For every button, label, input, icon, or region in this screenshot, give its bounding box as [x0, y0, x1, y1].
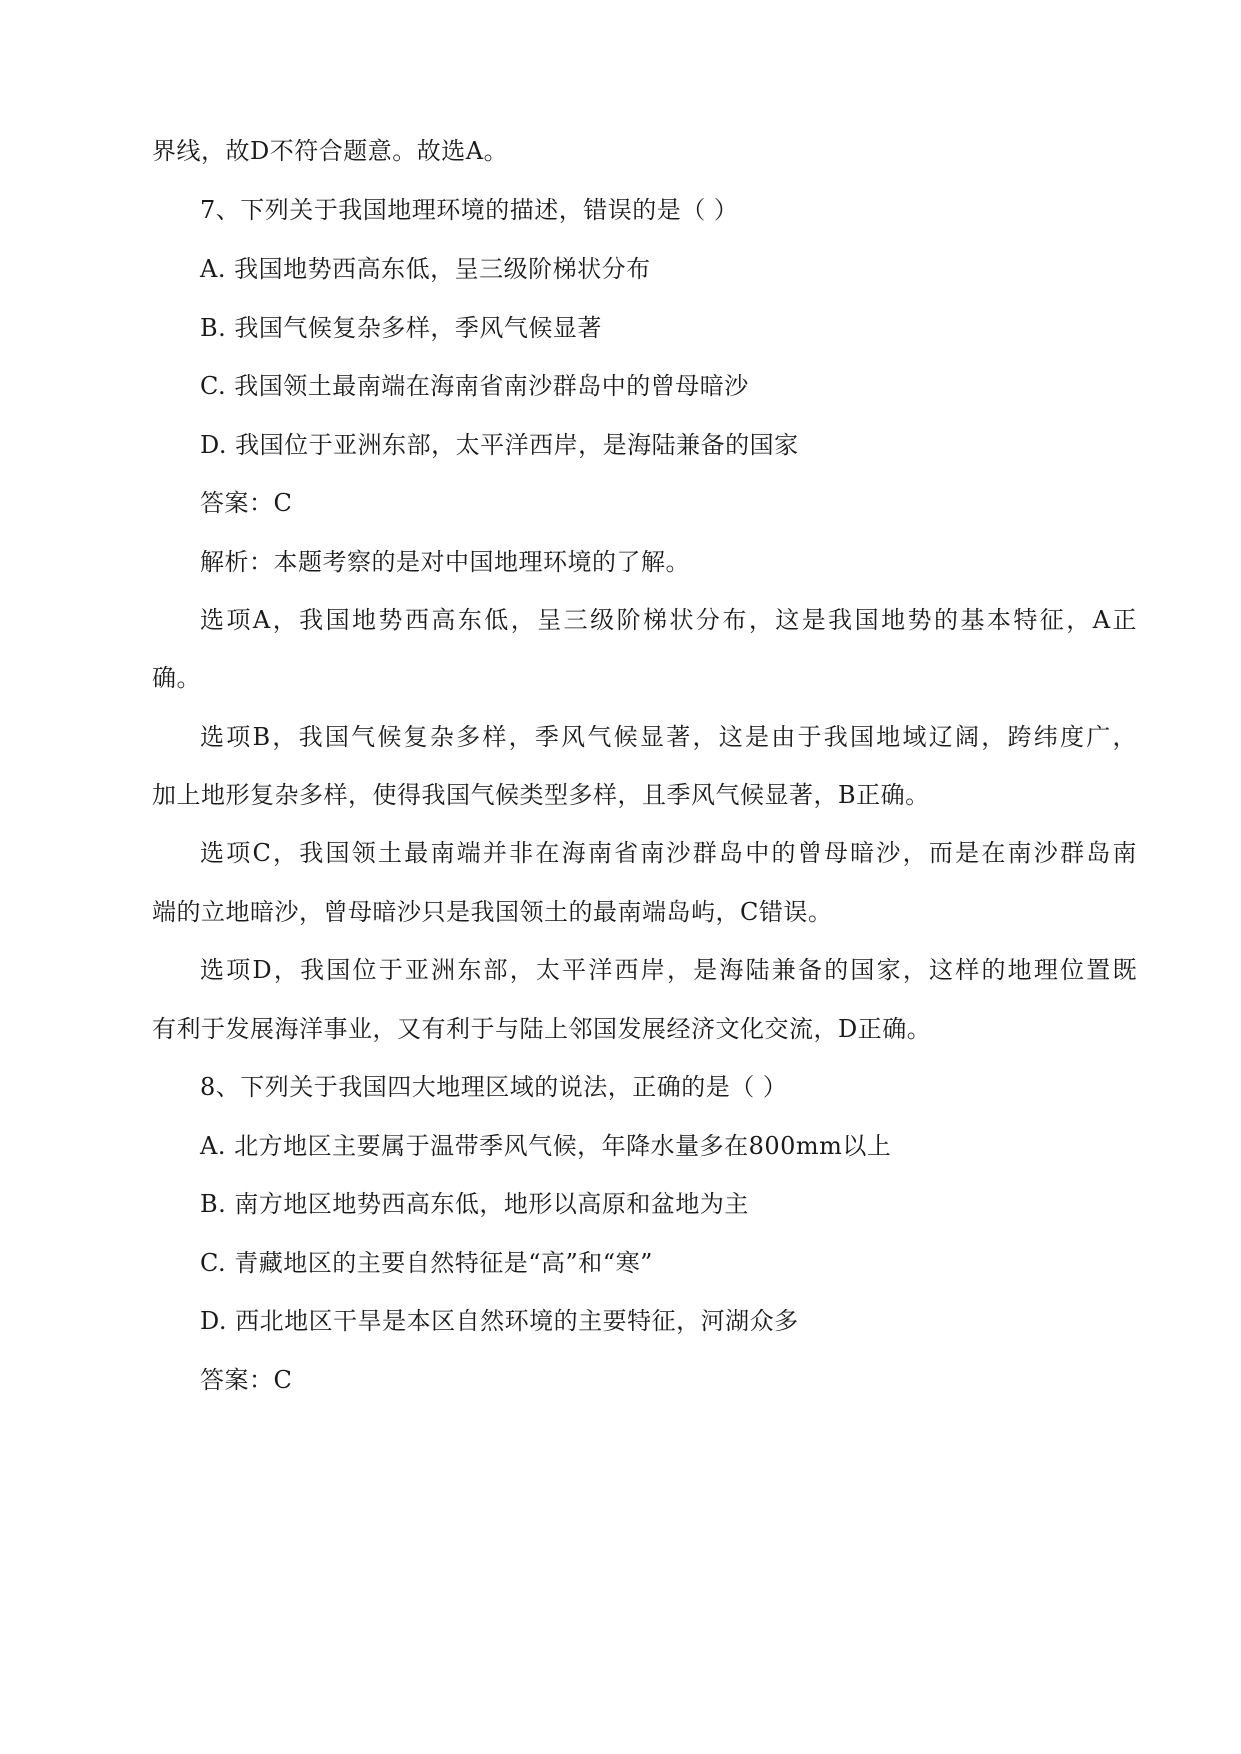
q8-option-d: D. 西北地区干旱是本区自然环境的主要特征，河湖众多	[200, 1307, 799, 1335]
question-7: 7、下列关于我国地理环境的描述，错误的是（ ）	[200, 196, 739, 224]
q7-explanation-c-line1: 选项C，我国领土最南端并非在海南省南沙群岛中的曾母暗沙，而是在南沙群岛南	[200, 839, 1137, 867]
q7-explanation-a-line2: 确。	[152, 664, 201, 692]
q7-explanation-a-line1: 选项A，我国地势西高东低，呈三级阶梯状分布，这是我国地势的基本特征，A正	[200, 606, 1137, 634]
q8-option-b: B. 南方地区地势西高东低，地形以高原和盆地为主	[200, 1190, 749, 1218]
q7-option-c: C. 我国领土最南端在海南省南沙群岛中的曾母暗沙	[200, 372, 749, 400]
q7-explanation-d-line2: 有利于发展海洋事业，又有利于与陆上邻国发展经济文化交流，D正确。	[152, 1015, 932, 1043]
q7-analysis: 解析：本题考察的是对中国地理环境的了解。	[200, 548, 690, 576]
q7-explanation-b-line1: 选项B，我国气候复杂多样，季风气候显著，这是由于我国地域辽阔，跨纬度广，	[200, 723, 1137, 751]
q7-option-a: A. 我国地势西高东低，呈三级阶梯状分布	[200, 255, 651, 283]
q8-option-c: C. 青藏地区的主要自然特征是“高”和“寒”	[200, 1249, 653, 1277]
q8-answer: 答案：C	[200, 1366, 293, 1394]
q7-explanation-b-line2: 加上地形复杂多样，使得我国气候类型多样，且季风气候显著，B正确。	[152, 781, 930, 809]
question-8: 8、下列关于我国四大地理区域的说法，正确的是（ ）	[200, 1073, 788, 1101]
q7-explanation-c-line2: 端的立地暗沙，曾母暗沙只是我国领土的最南端岛屿，C错误。	[152, 898, 833, 926]
q7-answer: 答案：C	[200, 489, 293, 517]
q7-option-b: B. 我国气候复杂多样，季风气候显著	[200, 314, 602, 342]
q8-option-a: A. 北方地区主要属于温带季风气候，年降水量多在800mm以上	[200, 1132, 892, 1160]
q7-option-d: D. 我国位于亚洲东部，太平洋西岸，是海陆兼备的国家	[200, 431, 799, 459]
q7-explanation-d-line1: 选项D，我国位于亚洲东部，太平洋西岸，是海陆兼备的国家，这样的地理位置既	[200, 956, 1137, 984]
previous-answer-tail: 界线，故D不符合题意。故选A。	[152, 137, 509, 165]
